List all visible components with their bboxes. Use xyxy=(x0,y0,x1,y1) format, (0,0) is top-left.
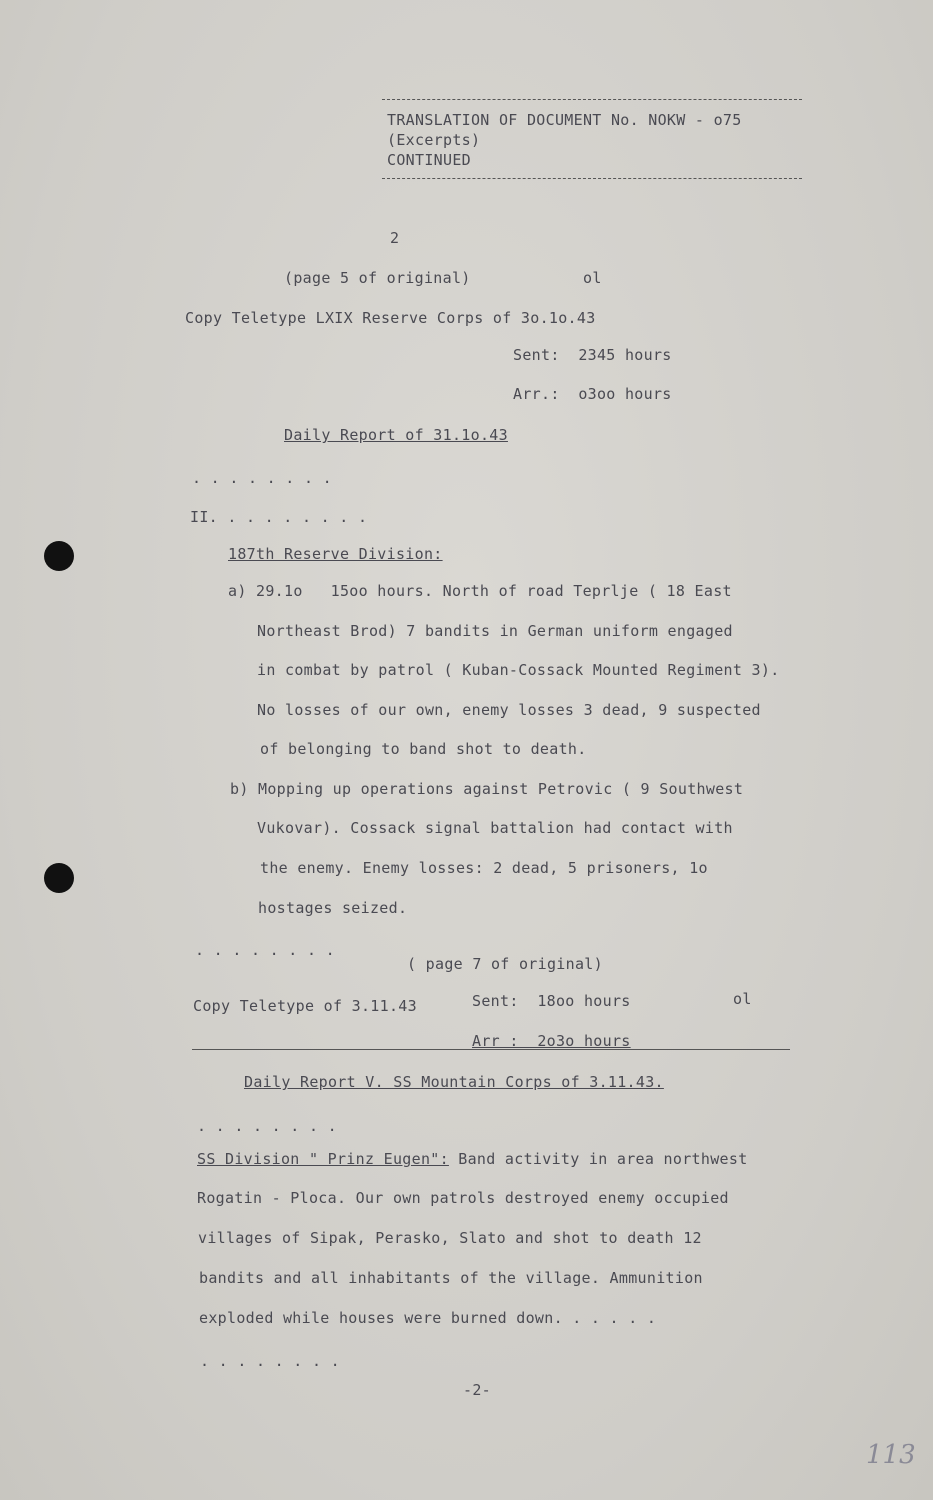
para-a-line: No losses of our own, enemy losses 3 dead, 9 suspected xyxy=(257,701,761,719)
copy-line-1: Copy Teletype LXIX Reserve Corps of 3o.1o.43 xyxy=(185,309,596,327)
ref-code-2: ol xyxy=(733,990,752,1008)
report-line: Rogatin - Ploca. Our own patrols destroyed enemy occupied xyxy=(197,1189,729,1207)
para-b-line: hostages seized. xyxy=(258,899,408,917)
ellipsis-dots-4: . . . . . . . . xyxy=(200,1352,340,1370)
separator-line xyxy=(192,1049,790,1050)
report-line: exploded while houses were burned down. . . . . . xyxy=(199,1309,657,1327)
page-ref-1: (page 5 of original) xyxy=(284,269,471,287)
page-ref-2: ( page 7 of original) xyxy=(407,955,603,973)
para-a-line: in combat by patrol ( Kuban-Cossack Mounted Regiment 3). xyxy=(257,661,780,679)
report-title-1: Daily Report of 31.1o.43 xyxy=(284,426,508,444)
header-title: TRANSLATION OF DOCUMENT No. NOKW - o75 xyxy=(387,111,742,129)
ellipsis-dots-3: . . . . . . . . xyxy=(197,1117,337,1135)
report-line: bandits and all inhabitants of the village. Ammunition xyxy=(199,1269,703,1287)
header-rule-bottom xyxy=(382,178,802,179)
arr-2: Arr : 2o3o hours xyxy=(472,1032,631,1050)
punch-hole-top xyxy=(44,541,74,571)
ellipsis-dots-1: . . . . . . . . xyxy=(192,469,332,487)
page-number: 2 xyxy=(390,229,400,247)
roman-numeral-ii: II. . . . . . . . . xyxy=(190,508,368,526)
report-title-2: Daily Report V. SS Mountain Corps of 3.11.43. xyxy=(244,1073,664,1091)
arr-1: Arr.: o3oo hours xyxy=(513,385,672,403)
para-a-line: a) 29.1o 15oo hours. North of road Teprlje ( 18 East xyxy=(228,582,732,600)
para-a-line: of belonging to band shot to death. xyxy=(260,740,587,758)
header-continued: CONTINUED xyxy=(387,151,471,169)
ref-code-1: ol xyxy=(583,269,602,287)
para-b-line: b) Mopping up operations against Petrovic ( 9 Southwest xyxy=(230,780,744,798)
footer-page-marker: -2- xyxy=(463,1381,491,1399)
prinz-eugen-line xyxy=(197,1150,748,1168)
header-excerpts: (Excerpts) xyxy=(387,131,481,149)
copy-line-2: Copy Teletype of 3.11.43 xyxy=(193,997,417,1015)
report-line: Band activity in area northwest xyxy=(448,1150,748,1168)
para-a-line: Northeast Brod) 7 bandits in German uniform engaged xyxy=(257,622,733,640)
report-line: villages of Sipak, Perasko, Slato and shot to death 12 xyxy=(198,1229,702,1247)
division-heading: 187th Reserve Division: xyxy=(228,545,443,563)
sent-2: Sent: 18oo hours xyxy=(472,992,631,1010)
punch-hole-bottom xyxy=(44,863,74,893)
para-b-line: the enemy. Enemy losses: 2 dead, 5 prisoners, 1o xyxy=(260,859,708,877)
handwritten-page-number: 113 xyxy=(866,1440,916,1470)
ellipsis-dots-2: . . . . . . . . xyxy=(195,941,335,959)
prinz-eugen-label: SS Division " Prinz Eugen": xyxy=(197,1150,449,1168)
header-rule-top xyxy=(382,99,802,100)
sent-1: Sent: 2345 hours xyxy=(513,346,672,364)
para-b-line: Vukovar). Cossack signal battalion had contact with xyxy=(257,819,733,837)
